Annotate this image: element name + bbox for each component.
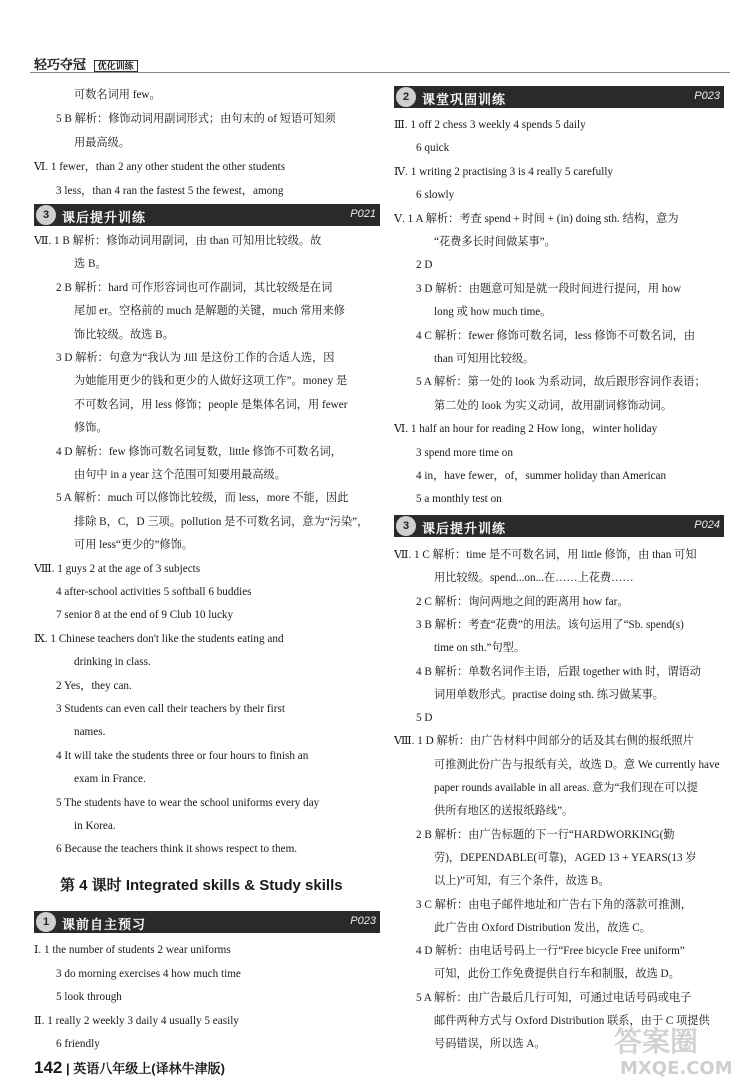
answer-line: 5 D [416,712,433,725]
answer-line: Ⅸ. 1 Chinese teachers don't like the students eating and [34,632,284,645]
answer-line: 可知，此份工作免费提供自行车和制服，故选 D。 [434,968,680,981]
header-rule [30,72,730,73]
answer-line: 由句中 in a year 这个范围可知要用最高级。 [74,469,286,481]
answer-line: Ⅷ. 1 D 解析：由广告材料中间部分的话及其右侧的报纸照片 [394,735,694,748]
section-title: 课堂巩固训练 [422,92,507,107]
answer-line: 3 do morning exercises 4 how much time [56,967,241,980]
answer-line: 用最高级。 [74,137,130,149]
answer-line: Ⅴ. 1 A 解析：考查 spend + 时间 + (in) doing sth. 结构，意为 [394,212,679,225]
answer-line: 5 A 解析：much 可以修饰比较级，而 less，more 不能，因此 [56,492,349,505]
answer-line: 劳)，DEPENDABLE(可靠)，AGED 13 + YEARS(13 岁 [434,851,697,864]
answer-line: 5 A 解析：第一处的 look 为系动词，故后跟形容词作表语； [416,376,706,389]
answer-line: 第二处的 look 为实义动词，故用副词修饰动词。 [434,399,673,412]
answer-line: paper rounds available in all areas. 意为“我们现在可以提 [434,782,698,794]
answer-line: 修饰。 [74,422,108,435]
answer-line: 4 in，have fewer，of，summer holiday than American [416,470,667,482]
section-title: 课后提升训练 [62,210,147,225]
answer-line: 3 B 解析：考查“花费”的用法。该句运用了“Sb. spend(s) [416,618,684,631]
answer-line: 4 It will take the students three or four hours to finish an [56,749,309,762]
answer-line: 邮件两种方式与 Oxford Distribution 联系，由于 C 项提供 [434,1015,710,1027]
section-number: 1 [36,912,56,932]
answer-line: 5 B 解析：修饰动词用副词形式；由句末的 of 短语可知须 [56,113,336,125]
answer-line: in Korea. [74,820,116,832]
section-title: 课前自主预习 [62,917,147,932]
answer-line: 为她能用更少的钱和更少的人做好这项工作”。money 是 [74,375,348,388]
section-title: 课后提升训练 [422,521,507,536]
section-page: P024 [694,519,720,531]
answer-line: 2 B 解析：由广告标题的下一行“HARDWORKING(勤 [416,828,675,841]
answer-line: 用比较级。spend...on...在……上花费…… [434,572,634,585]
brand-logo: 轻巧夺冠 [34,57,87,72]
answer-line: 4 B 解析：单数名词作主语，后跟 together with 时，谓语动 [416,665,701,678]
section-page: P023 [350,915,376,927]
answer-line: 2 B 解析：hard 可作形容词也可作副词，其比较级是在词 [56,281,333,294]
book-title: 英语八年级上(译林牛津版) [73,1061,225,1076]
answer-line: 号码错误，所以选 A。 [434,1038,546,1051]
answer-line: 4 C 解析：fewer 修饰可数名词，less 修饰不可数名词，由 [416,329,696,342]
answer-line: 6 friendly [56,1038,100,1051]
answer-line: 可推测此份广告与报纸有关，故选 D。意 We currently have [434,758,720,771]
answer-line: 7 senior 8 at the end of 9 Club 10 lucky [56,609,234,622]
answer-line: 3 D 解析：由题意可知是就一段时间进行提问，用 how [416,282,682,295]
answer-line: 2 D [416,259,433,272]
answer-line: Ⅷ. 1 guys 2 at the age of 3 subjects [34,562,201,575]
header-brand [34,54,138,73]
answer-line: 2 Yes，they can. [56,679,132,692]
answer-line: 排除 B，C，D 三项。pollution 是不可数名词，意为“污染”， [74,515,369,528]
section-number: 3 [396,516,416,536]
answer-line: Ⅶ. 1 B 解析：修饰动词用副词，由 than 可知用比较级。故 [34,235,322,247]
answer-line: Ⅶ. 1 C 解析：time 是不可数名词，用 little 修饰，由 than 可知 [394,549,697,561]
answer-line: 此广告由 Oxford Distribution 发出，故选 C。 [434,921,651,934]
answer-line: 选 B。 [74,258,107,271]
watermark-url: MXQE.COM [620,1058,733,1079]
section-bar-homework-2 [394,515,724,537]
page-number: 142 [34,1058,63,1077]
answer-line: 2 C 解析：询问两地之间的距离用 how far。 [416,595,629,608]
answer-line: 供所有地区的送报纸路线”。 [434,805,574,818]
answer-line: 6 Because the teachers think it shows respect to them. [56,843,298,856]
watermark-logo: 答案圈 [614,1025,699,1058]
section-bar-homework [34,204,380,226]
answer-line: Ⅱ. 1 really 2 weekly 3 daily 4 usually 5 easily [34,1014,239,1027]
answer-line: Ⅳ. 1 writing 2 practising 3 is 4 really 5 carefully [394,165,614,178]
answer-line: names. [74,726,106,739]
answer-line: 可数名词用 few。 [74,89,161,101]
answer-line: 5 The students have to wear the school uniforms every day [56,796,320,809]
answer-line: 3 D 解析：句意为“我认为 Jill 是这份工作的合适人选，因 [56,352,335,364]
answer-line: time on sth.”句型。 [434,642,526,655]
answer-line: 3 spend more time on [416,446,513,459]
answer-line: Ⅰ. 1 the number of students 2 wear uniforms [34,944,231,956]
answer-line: 3 C 解析：由电子邮件地址和广告右下角的落款可推测， [416,898,692,911]
lesson-title: 第 4 课时 Integrated skills & Study skills [60,877,343,894]
answer-line: 4 D 解析：由电话号码上一行“Free bicycle Free uniform” [416,945,685,958]
section-bar-preview [34,911,380,933]
answer-line: Ⅲ. 1 off 2 chess 3 weekly 4 spends 5 daily [394,119,586,131]
answer-line: 词用单数形式。practise doing sth. 练习做某事。 [434,688,664,701]
answer-line: 不可数名词，用 less 修饰；people 是集体名词，用 fewer [74,398,348,411]
answer-line: 尾加 er。空格前的 much 是解题的关键，much 常用来修 [74,305,345,318]
section-bar-classwork [394,86,724,108]
answer-line: Ⅵ. 1 fewer，than 2 any other student the other students [34,161,286,173]
answer-line: drinking in class. [74,656,151,669]
answer-line: than 可知用比较级。 [434,353,535,365]
section-number: 2 [396,87,416,107]
answer-line: 6 quick [416,142,450,155]
answer-line: 5 look through [56,991,122,1004]
section-page: P023 [694,90,720,102]
answer-line: 4 D 解析：few 修饰可数名词复数，little 修饰不可数名词， [56,445,342,458]
answer-line: exam in France. [74,773,146,786]
brand-tag: 优化训练 [94,60,138,72]
footer-sep: | [66,1061,70,1076]
answer-line: long 或 how much time。 [434,306,552,319]
answer-line: Ⅵ. 1 half an hour for reading 2 How long，winter holiday [394,423,658,436]
answer-line: 饰比较级。故选 B。 [74,328,174,341]
answer-line: 6 slowly [416,189,455,202]
answer-line: 4 after-school activities 5 softball 6 buddies [56,586,252,598]
answer-line: 5 A 解析：由广告最后几行可知，可通过电话号码或电子 [416,991,692,1004]
section-number: 3 [36,205,56,225]
answer-line: 5 a monthly test on [416,493,502,506]
answer-line: 以上)”可知，有三个条件，故选 B。 [434,875,610,888]
section-page: P021 [350,208,376,220]
answer-line: 3 Students can even call their teachers by their first [56,703,285,715]
answer-line: 可用 less“更少的”修饰。 [74,539,194,552]
page-footer [34,1058,225,1078]
answer-line: 3 less，than 4 ran the fastest 5 the fewest，among [56,185,284,197]
answer-line: “花费多长时间做某事”。 [434,236,556,248]
